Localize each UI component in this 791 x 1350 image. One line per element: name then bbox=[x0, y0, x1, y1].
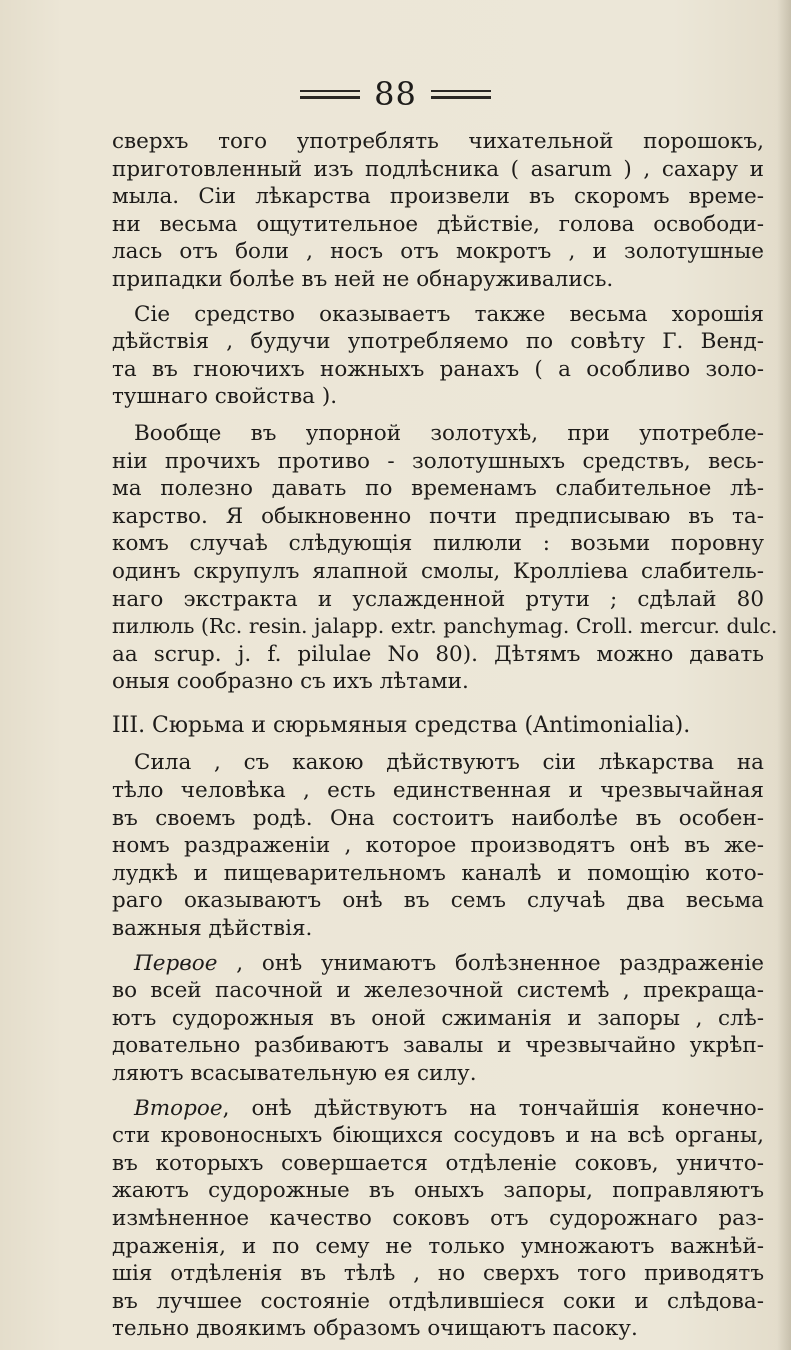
text-line: въ своемъ родѣ. Она состоитъ наиболѣе въ особен- bbox=[112, 805, 764, 831]
section-paragraph-1 bbox=[112, 749, 764, 942]
text-line bbox=[112, 1095, 764, 1123]
text-run: , онѣ дѣйствуютъ на тончайшія конечно- bbox=[222, 1095, 764, 1121]
text-line: тельно двоякимъ образомъ очищаютъ пасоку. bbox=[112, 1316, 638, 1342]
section-paragraph-2 bbox=[112, 950, 764, 1088]
text-line: комъ случаѣ слѣдующія пилюли : возьми поровну bbox=[112, 531, 764, 557]
text-line: тушнаго свойства ). bbox=[112, 384, 338, 410]
text-line bbox=[112, 950, 764, 978]
text-line: довательно разбиваютъ завалы и чрезвычайно укрѣп- bbox=[112, 1033, 764, 1059]
section-paragraph-3 bbox=[112, 1095, 764, 1343]
text-line: сти кровоносныхъ біющихся сосудовъ и на всѣ органы, bbox=[112, 1123, 764, 1149]
text-line: ютъ судорожныя въ оной сжиманія и запоры , слѣ- bbox=[112, 1005, 764, 1031]
text-line: наго экстракта и услажденной ртути ; сдѣлай 80 bbox=[112, 586, 764, 612]
text-line: дѣйствія , будучи употребляемо по совѣту Г. Венд- bbox=[112, 329, 764, 355]
text-line: пилюль (Rc. resin. jalapp. extr. panchymag. Croll. mercur. dulc. bbox=[112, 614, 778, 639]
text-line: оныя сообразно съ ихъ лѣтами. bbox=[112, 669, 469, 695]
text-line: та въ гноючихъ ножныхъ ранахъ ( а особливо золо- bbox=[112, 356, 764, 382]
text-line: важныя дѣйствія. bbox=[112, 916, 313, 942]
text-line: Сіе средство оказываетъ также весьма хорошія bbox=[134, 301, 764, 327]
text-line: карство. Я обыкновенно почти предписываю въ та- bbox=[112, 503, 764, 529]
text-line: ніи прочихъ противо - золотушныхъ средствъ, весь- bbox=[112, 448, 764, 474]
body-text bbox=[112, 128, 778, 1343]
paragraph-1 bbox=[112, 128, 764, 294]
text-line: раго оказываютъ онѣ въ семъ случаѣ два весьма bbox=[112, 888, 764, 914]
page-edge-shadow bbox=[777, 0, 791, 1350]
text-line: драженія, и по сему не только умножаютъ важнѣй- bbox=[112, 1233, 764, 1259]
text-line: Сила , съ какою дѣйствуютъ сіи лѣкарства на bbox=[134, 750, 764, 776]
text-line: ляютъ всасывательную ея силу. bbox=[112, 1061, 477, 1086]
page-number: 88 bbox=[374, 75, 417, 113]
paragraph-2 bbox=[112, 301, 764, 411]
header-rule-right bbox=[431, 90, 491, 99]
text-line: жаютъ судорожные въ оныхъ запоры, поправляютъ bbox=[112, 1178, 764, 1204]
text-line: ни весьма ощутительное дѣйствіе, голова освободи- bbox=[112, 211, 764, 237]
text-line: въ которыхъ совершается отдѣленіе соковъ, уничто- bbox=[112, 1150, 764, 1176]
text-line: измѣненное качество соковъ отъ судорожнаго раз- bbox=[112, 1205, 764, 1231]
text-line: aa scrup. j. f. pilulae No 80). Дѣтямъ можно давать bbox=[112, 641, 764, 667]
text-line: припадки болѣе въ ней не обнаруживались. bbox=[112, 266, 614, 292]
text-line: во всей пасочной и железочной системѣ , прекраща- bbox=[112, 978, 764, 1004]
section-heading: III. Сюрьма и сюрьмяныя средства (Antimonialia). bbox=[112, 712, 691, 738]
text-line: Вообще въ упорной золотухѣ, при употребле- bbox=[134, 420, 764, 446]
text-line: въ лучшее состояніе отдѣлившіеся соки и слѣдова- bbox=[112, 1288, 764, 1314]
emphasis-second: Второе bbox=[134, 1095, 223, 1121]
text-line: приготовленный изъ подлѣсника ( asarum ) , сахару и bbox=[112, 156, 764, 182]
text-line: ма полезно давать по временамъ слабительное лѣ- bbox=[112, 476, 764, 502]
text-line: тѣло человѣка , есть единственная и чрезвычайная bbox=[112, 778, 764, 804]
header-rule-left bbox=[300, 90, 360, 99]
text-line: шія отдѣленія въ тѣлѣ , но сверхъ того приводятъ bbox=[112, 1261, 764, 1287]
text-line: мыла. Сіи лѣкарства произвели въ скоромъ време- bbox=[112, 184, 764, 210]
text-line: номъ раздраженіи , которое производятъ онѣ въ же- bbox=[112, 833, 764, 859]
text-line: сверхъ того употреблять чихательной порошокъ, bbox=[112, 129, 764, 154]
text-line: лась отъ боли , носъ отъ мокротъ , и золотушные bbox=[112, 239, 764, 265]
text-line: лудкѣ и пищеварительномъ каналѣ и помощію кото- bbox=[112, 860, 764, 886]
emphasis-first: Первое bbox=[134, 950, 218, 976]
paragraph-3 bbox=[112, 420, 778, 696]
text-run: , онѣ унимаютъ болѣзненное раздраженіе bbox=[217, 950, 764, 976]
page-header bbox=[0, 72, 791, 116]
text-line: одинъ скрупулъ ялапной смолы, Кролліева слабитель- bbox=[112, 558, 764, 584]
